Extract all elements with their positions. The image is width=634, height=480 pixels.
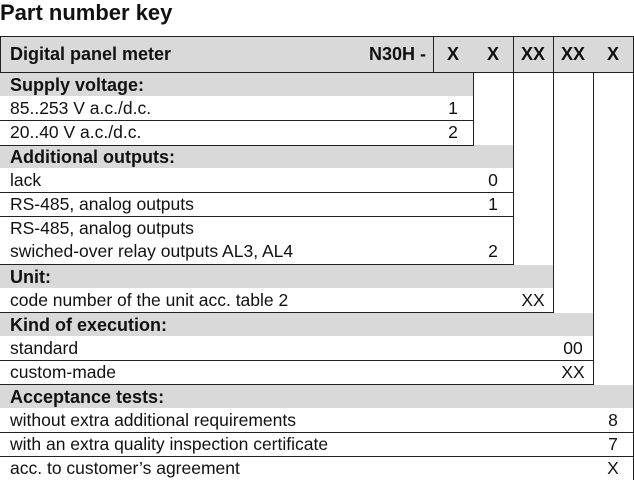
list-item-continuation: swiched-over relay outputs AL3, AL4 xyxy=(10,241,294,261)
header-left-border xyxy=(0,36,1,72)
code-value: 1 xyxy=(448,98,458,118)
list-item: 20..40 V a.c./d.c. xyxy=(10,122,142,142)
code-field-3: XX xyxy=(520,44,545,64)
list-item: without extra additional requirements xyxy=(10,410,296,430)
section-divider xyxy=(0,384,594,385)
code-value: 0 xyxy=(488,170,498,190)
list-item: code number of the unit acc. table 2 xyxy=(10,290,289,310)
list-item: RS-485, analog outputs xyxy=(10,194,194,214)
section-title-unit: Unit: xyxy=(10,267,51,287)
code-value: 8 xyxy=(608,410,618,430)
list-item: acc. to customer’s agreement xyxy=(10,458,240,478)
code-value: XX xyxy=(561,362,585,382)
bracket-line-supply xyxy=(473,72,474,145)
header-divider xyxy=(433,36,434,72)
code-field-2: X xyxy=(486,44,499,64)
code-field-5: X xyxy=(606,44,619,64)
code-value: 00 xyxy=(563,338,583,358)
code-value: 2 xyxy=(488,241,498,261)
code-value: 1 xyxy=(488,194,498,214)
header-top-border xyxy=(0,36,634,37)
list-item: lack xyxy=(10,170,42,190)
code-value: 2 xyxy=(448,122,458,142)
product-name: Digital panel meter xyxy=(10,44,172,64)
bracket-line-execution xyxy=(593,72,594,385)
section-title-supply-voltage: Supply voltage: xyxy=(10,75,145,95)
section-divider xyxy=(0,264,514,265)
code-field-4: XX xyxy=(560,44,585,64)
code-field-1: X xyxy=(446,44,459,64)
list-item: custom-made xyxy=(10,362,117,382)
bracket-line-unit xyxy=(553,72,554,313)
section-header-bg xyxy=(0,265,553,288)
product-code: N30H - xyxy=(368,44,426,64)
header-divider xyxy=(513,36,514,72)
header-divider xyxy=(553,36,554,72)
page-title: Part number key xyxy=(0,0,173,25)
bracket-line-outputs xyxy=(513,72,514,265)
section-title-kind-of-execution: Kind of execution: xyxy=(10,315,167,335)
section-title-acceptance-tests: Acceptance tests: xyxy=(10,387,165,407)
code-value: 7 xyxy=(608,434,618,454)
list-item: 85..253 V a.c./d.c. xyxy=(10,98,152,118)
code-value: X xyxy=(607,458,619,478)
code-value: XX xyxy=(521,290,545,310)
list-item: with an extra quality inspection certificate xyxy=(10,434,329,454)
section-title-additional-outputs: Additional outputs: xyxy=(10,147,175,167)
list-item: RS-485, analog outputs xyxy=(10,218,194,238)
section-divider xyxy=(0,312,554,313)
list-item: standard xyxy=(10,338,79,358)
